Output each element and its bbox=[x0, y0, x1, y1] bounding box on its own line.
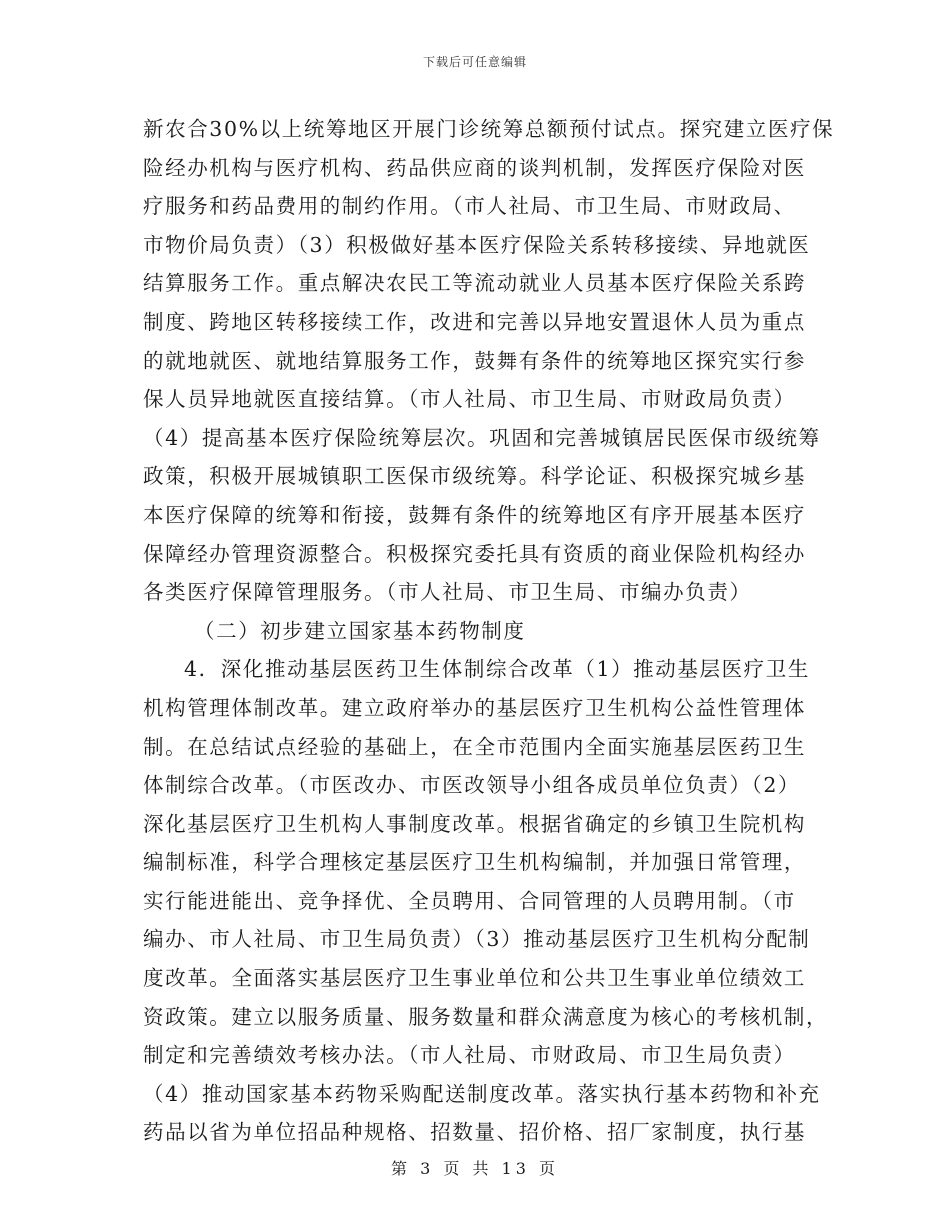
text-line: 险经办机构与医疗机构、药品供应商的谈判机制，发挥医疗保险对医 bbox=[143, 155, 806, 180]
text-line: 编制标准，科学合理核定基层医疗卫生机构编制，并加强日常管理， bbox=[143, 850, 806, 875]
text-line: 制度、跨地区转移接续工作，改进和完善以异地安置退休人员为重点 bbox=[143, 309, 806, 334]
text-line: 制定和完善绩效考核办法。（市人社局、市财政局、市卫生局负责） bbox=[143, 1043, 796, 1068]
text-line: 机构管理体制改革。建立政府举办的基层医疗卫生机构公益性管理体 bbox=[143, 695, 806, 720]
page-footer: 第 3 页 共 13 页 bbox=[391, 1159, 559, 1178]
text-line: 疗服务和药品费用的制约作用。（市人社局、市卫生局、市财政局、 bbox=[143, 194, 796, 219]
text-line: 的就地就医、就地结算服务工作，鼓舞有条件的统筹地区探究实行参 bbox=[143, 348, 806, 373]
text-line: 本医疗保障的统筹和衔接，鼓舞有条件的统筹地区有序开展基本医疗 bbox=[143, 502, 806, 527]
text-line: 药品以省为单位招品种规格、招数量、招价格、招厂家制度，执行基 bbox=[143, 1120, 806, 1145]
text-line: 4．深化推动基层医药卫生体制综合改革（1）推动基层医疗卫生 bbox=[184, 657, 810, 682]
text-line: 资政策。建立以服务质量、服务数量和群众满意度为核心的考核机制， bbox=[143, 1004, 829, 1029]
text-line: 编办、市人社局、市卫生局负责）（3）推动基层医疗卫生机构分配制 bbox=[143, 927, 811, 952]
text-line: 制。在总结试点经验的基础上，在全市范围内全面实施基层医药卫生 bbox=[143, 734, 806, 759]
text-line: 各类医疗保障管理服务。（市人社局、市卫生局、市编办负责） bbox=[143, 580, 752, 605]
text-line: （4）提高基本医疗保险统筹层次。巩固和完善城镇居民医保市级统筹 bbox=[143, 425, 821, 450]
text-line: 实行能进能出、竞争择优、全员聘用、合同管理的人员聘用制。（市 bbox=[143, 888, 796, 913]
page-header: 下载后可任意编辑 bbox=[422, 55, 527, 69]
text-line: 市物价局负责）（3）积极做好基本医疗保险关系转移接续、异地就医 bbox=[143, 232, 811, 257]
text-line: 结算服务工作。重点解决农民工等流动就业人员基本医疗保险关系跨 bbox=[143, 271, 806, 296]
text-line: 保障经办管理资源整合。积极探究委托具有资质的商业保险机构经办 bbox=[143, 541, 806, 566]
text-line: 深化基层医疗卫生机构人事制度改革。根据省确定的乡镇卫生院机构 bbox=[143, 811, 806, 836]
text-line: 新农合30%以上统筹地区开展门诊统筹总额预付试点。探究建立医疗保 bbox=[143, 117, 835, 141]
text-line: （4）推动国家基本药物采购配送制度改革。落实执行基本药物和补充 bbox=[143, 1081, 821, 1106]
text-line: 体制综合改革。（市医改办、市医改领导小组各成员单位负责）（2） bbox=[143, 773, 801, 798]
text-line: 保人员异地就医直接结算。（市人社局、市卫生局、市财政局负责） bbox=[143, 387, 796, 412]
text-line: 度改革。全面落实基层医疗卫生事业单位和公共卫生事业单位绩效工 bbox=[143, 966, 806, 991]
document-body bbox=[143, 110, 835, 1152]
section-heading: （二）初步建立国家基本药物制度 bbox=[194, 618, 526, 643]
text-line: 政策，积极开展城镇职工医保市级统筹。科学论证、积极探究城乡基 bbox=[143, 464, 806, 489]
